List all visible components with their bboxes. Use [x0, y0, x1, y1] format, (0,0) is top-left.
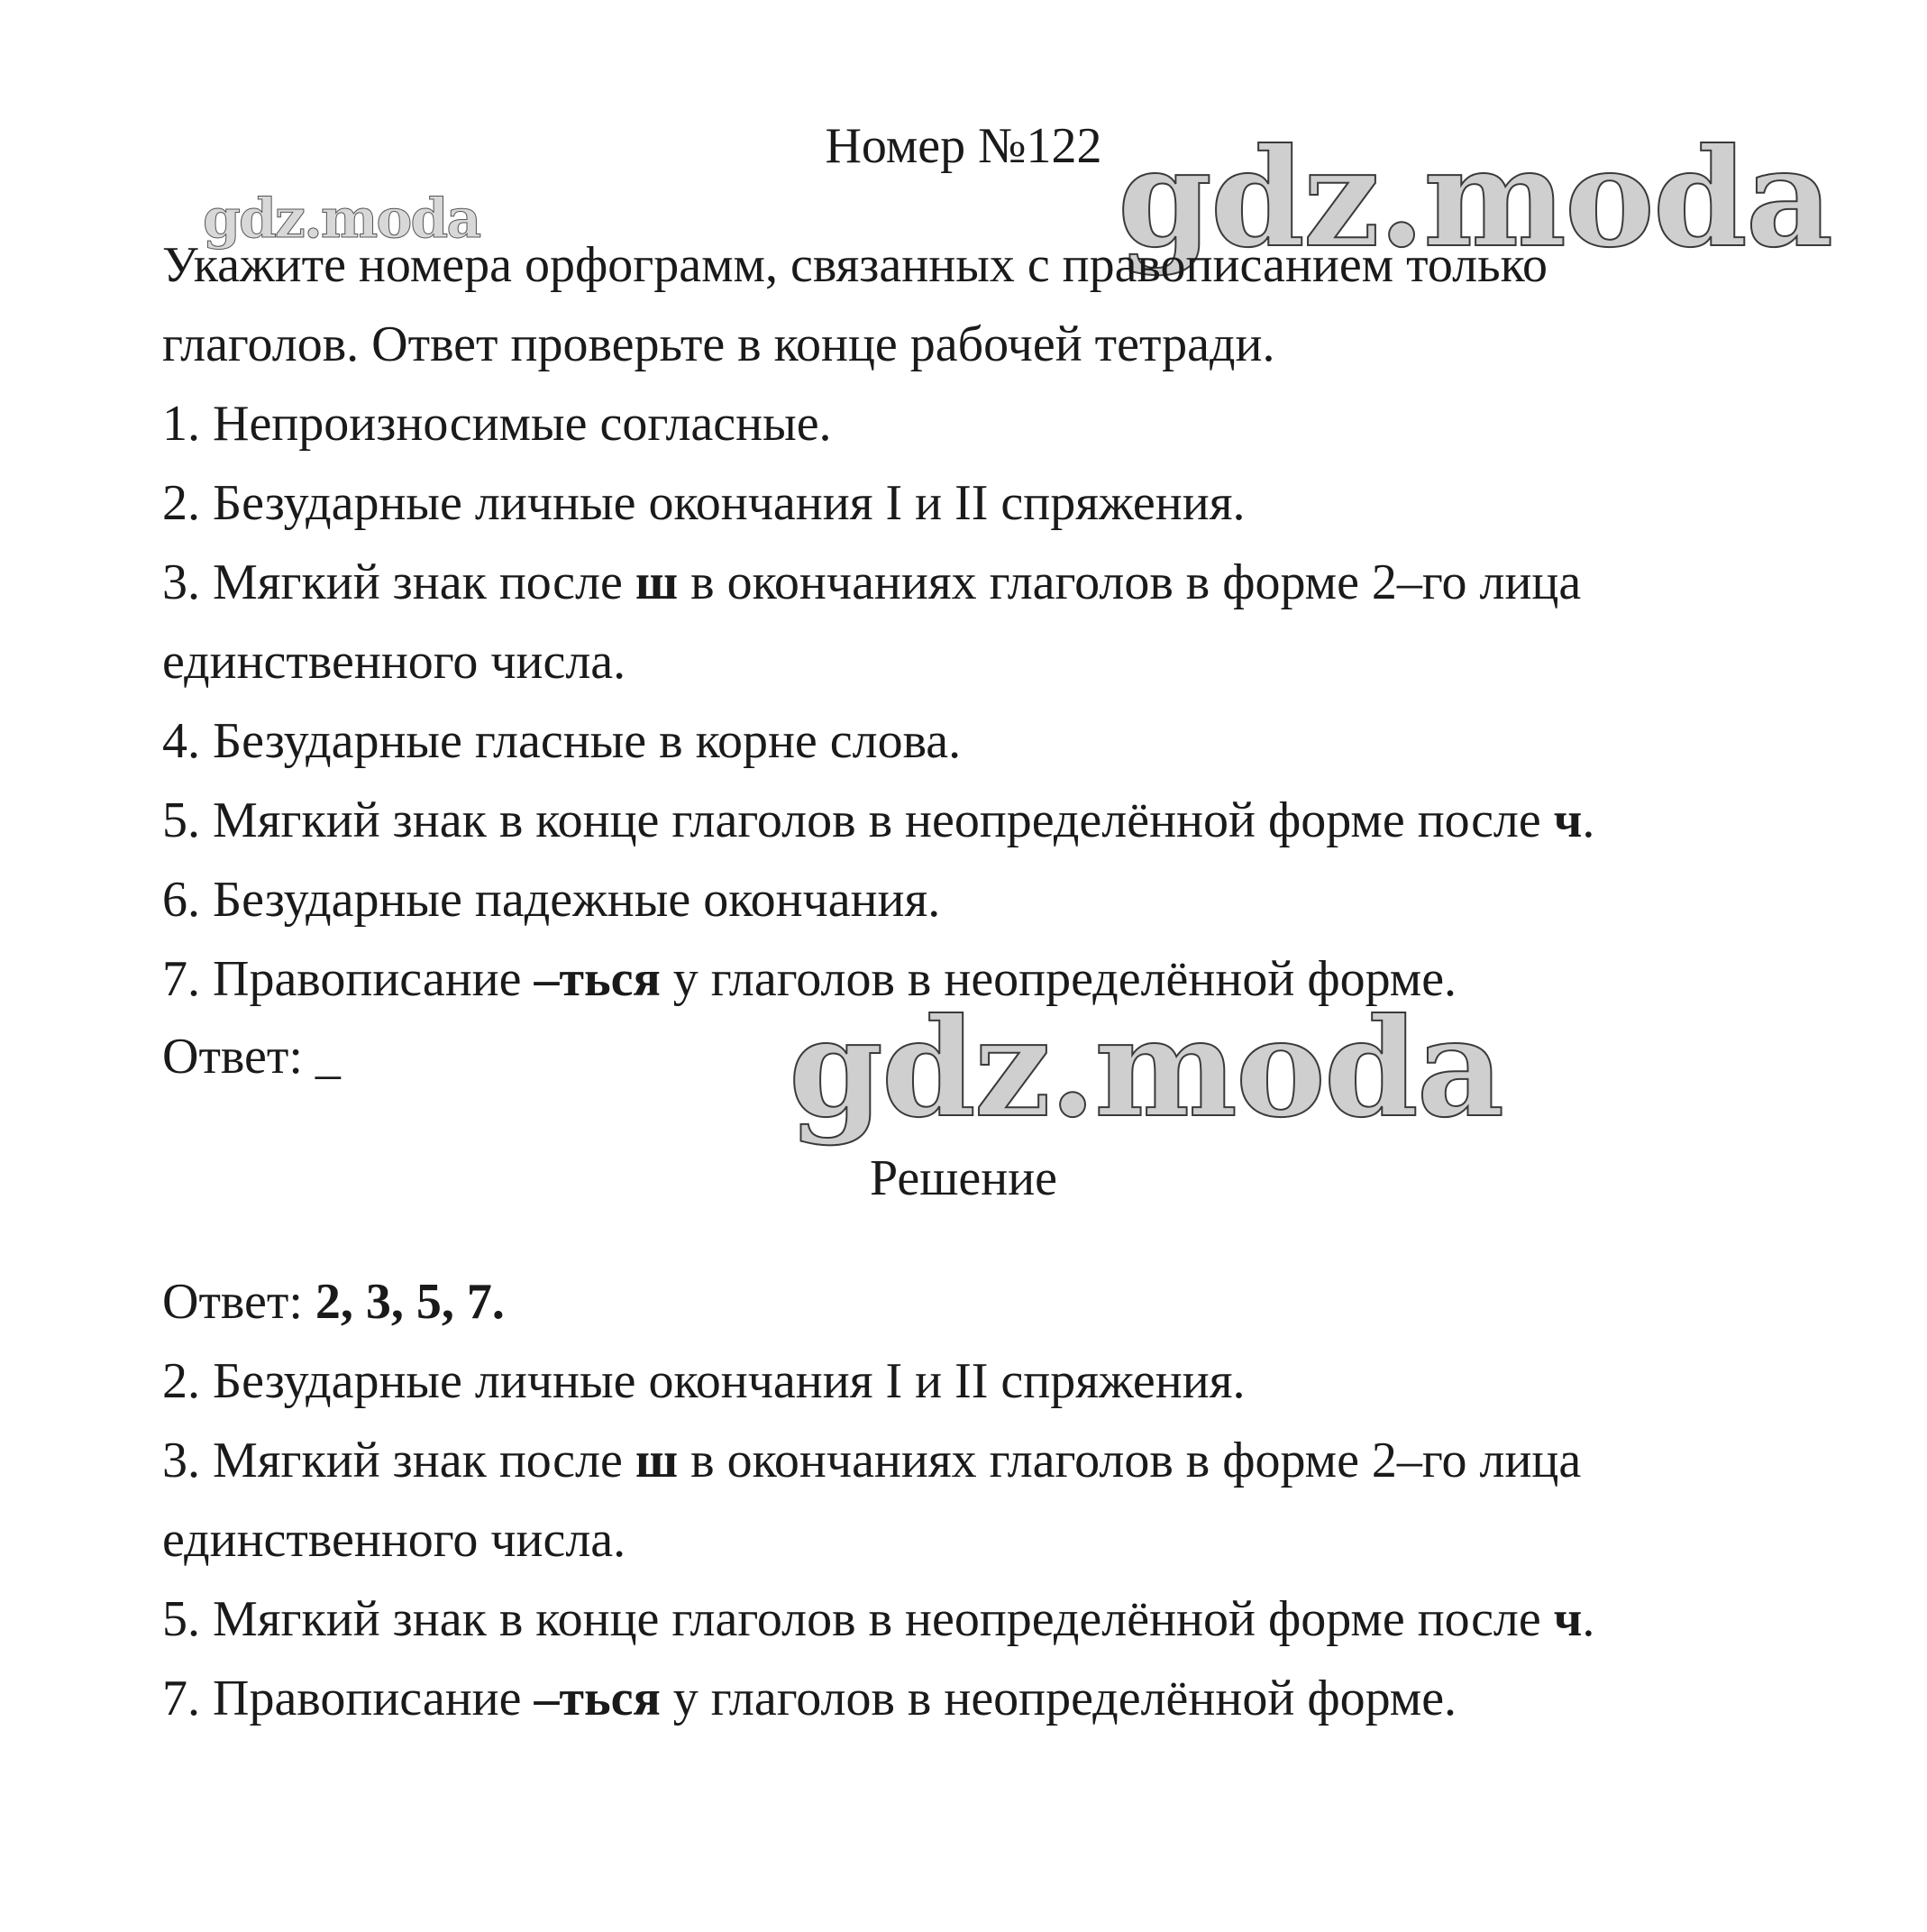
solution-item: 5. Мягкий знак в конце глаголов в неопределённой форме после ч. [162, 1591, 1595, 1647]
list-item: 4. Безударные гласные в корне слова. [162, 713, 962, 769]
list-item: 1. Непроизносимые согласные. [162, 396, 832, 452]
task-line-1: Укажите номера орфограмм, связанных с правописанием только [162, 237, 1548, 293]
list-item: 2. Безударные личные окончания I и II спряжения. [162, 475, 1246, 531]
list-item: 5. Мягкий знак в конце глаголов в неопределённой форме после ч. [162, 792, 1595, 848]
page-title: Номер №122 [825, 118, 1102, 174]
watermark-middle: gdz.moda [789, 989, 1503, 1148]
solution-item: 7. Правописание –ться у глаголов в неопределённой форме. [162, 1671, 1457, 1726]
solution-heading: Решение [869, 1150, 1058, 1206]
list-item: 6. Безударные падежные окончания. [162, 872, 941, 928]
solution-item: 2. Безударные личные окончания I и II спряжения. [162, 1353, 1246, 1409]
list-item: 3. Мягкий знак после ш в окончаниях глаголов в форме 2–го лица [162, 554, 1582, 610]
answer-line: Ответ: 2, 3, 5, 7. [162, 1274, 505, 1330]
answer-blank: Ответ: _ [162, 1029, 341, 1085]
solution-item: единственного числа. [162, 1512, 626, 1568]
watermark-top-left: gdz.moda [203, 188, 480, 251]
watermark-top-right: gdz.moda [1118, 119, 1832, 278]
list-item: единственного числа. [162, 634, 626, 690]
task-line-2: глаголов. Ответ проверьте в конце рабочей тетради. [162, 316, 1275, 372]
solution-item: 3. Мягкий знак после ш в окончаниях глаголов в форме 2–го лица [162, 1433, 1582, 1488]
list-item: 7. Правописание –ться у глаголов в неопределённой форме. [162, 951, 1457, 1007]
